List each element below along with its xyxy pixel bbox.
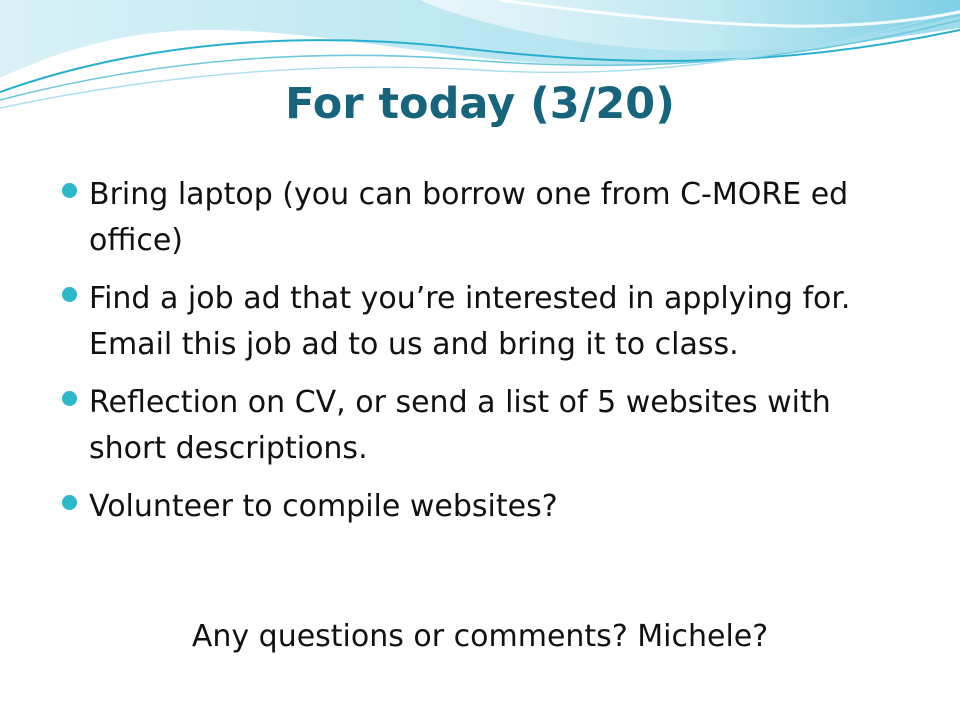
bullet-dot-icon	[62, 495, 77, 510]
bullet-text: Find a job ad that you’re interested in applying for. Email this job ad to us and bring it to class.	[89, 281, 851, 362]
slide-title: For today (3/20)	[285, 79, 675, 129]
bullet-text: Bring laptop (you can borrow one from C-MORE ed office)	[89, 177, 849, 258]
bullet-text: Reflection on CV, or send a list of 5 websites with short descriptions.	[89, 385, 831, 466]
bullet-item	[62, 276, 912, 368]
bullet-dot-icon	[62, 183, 77, 198]
bullet-dot-icon	[62, 287, 77, 302]
bullet-item	[62, 484, 912, 530]
bullet-dot-icon	[62, 391, 77, 406]
closing-question: Any questions or comments? Michele?	[191, 619, 769, 654]
bullet-item	[62, 172, 912, 264]
bullet-list	[62, 172, 912, 542]
bullet-item	[62, 380, 912, 472]
bullet-text: Volunteer to compile websites?	[89, 489, 558, 524]
